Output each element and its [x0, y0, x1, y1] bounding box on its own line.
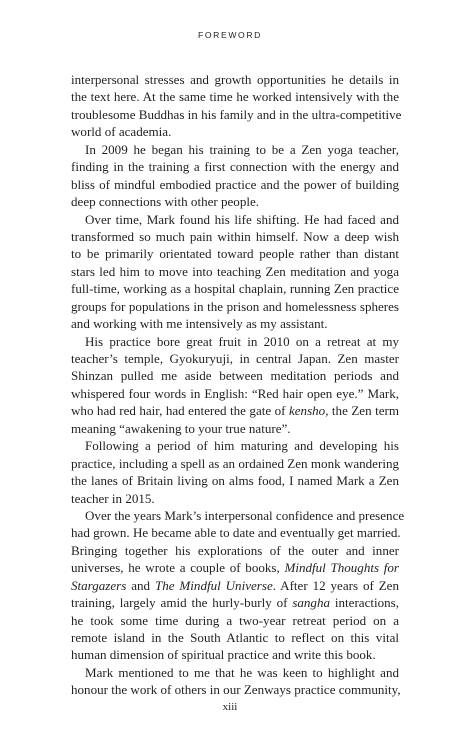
- italic-term: Mindful Thoughts for: [284, 560, 400, 576]
- text-line: transformed so much pain within himself. Now a deep wish: [71, 228, 399, 244]
- text-line: bliss of mindful embodied practice and the power of building: [71, 176, 399, 192]
- text-line: groups for populations in the prison and homelessness spheres: [71, 298, 399, 314]
- italic-term: Stargazers: [71, 577, 127, 593]
- text-line: meaning “awakening to your true nature”.: [71, 420, 291, 436]
- text-line: Mark mentioned to me that he was keen to highlight and: [85, 664, 399, 680]
- text-segment: training, largely amid the hurly-burly of: [71, 595, 293, 611]
- text-line: world of academia.: [71, 124, 172, 140]
- text-line: interpersonal stresses and growth opportunities he details in: [71, 72, 399, 87]
- text-segment: universes, he wrote a couple of books,: [71, 560, 285, 576]
- text-line: troublesome Buddhas in his family and in the ultra-competitive: [71, 106, 402, 122]
- text-line: the lanes of Britain living on alms food, I named Mark a Zen: [71, 473, 399, 489]
- text-segment: . After 12 years of Zen: [272, 577, 399, 593]
- text-line: [71, 594, 399, 611]
- text-line: Bringing together his explorations of the outer and inner: [71, 542, 399, 558]
- text-segment: , the Zen term: [325, 403, 399, 419]
- text-line: His practice bore great fruit in 2010 on a retreat at my: [85, 333, 399, 349]
- text-line: Over time, Mark found his life shifting. He had faced and: [85, 211, 399, 227]
- body-text: [71, 71, 405, 699]
- italic-term: The Mindful Universe: [154, 577, 273, 593]
- text-line: stars led him to move into teaching Zen meditation and yoga: [71, 263, 399, 279]
- text-line: he took some time during a two-year retreat period on a: [71, 612, 399, 628]
- text-line: [71, 402, 399, 419]
- text-segment: and: [126, 577, 155, 593]
- text-segment: interactions,: [330, 595, 400, 611]
- text-line: [71, 559, 399, 576]
- italic-term: kensho: [288, 403, 326, 419]
- text-line: remote island in the South Atlantic to reflect on this vital: [71, 630, 399, 645]
- running-head: FOREWORD: [198, 30, 262, 40]
- text-line: practice, including a spell as an ordained Zen monk wandering: [71, 455, 399, 471]
- text-line: whispered four words in English: “Red hair open eye.” Mark,: [71, 385, 399, 401]
- text-line: full-time, working as a hospital chaplain, running Zen practice: [71, 281, 399, 297]
- text-line: to be primarily orientated toward people rather than distant: [71, 246, 399, 262]
- text-line: Shinzan pulled me aside between meditation periods and: [71, 368, 399, 384]
- text-line: teacher’s temple, Gyokuryuji, in central Japan. Zen master: [71, 351, 399, 366]
- text-line: and working with me intensively as my assistant.: [71, 316, 328, 332]
- page-number: xiii: [222, 701, 238, 713]
- text-line: had grown. He became able to date and eventually get married.: [71, 525, 401, 541]
- text-line: Following a period of him maturing and developing his: [85, 438, 399, 454]
- text-line: teacher in 2015.: [71, 490, 155, 506]
- text-line: Over the years Mark’s interpersonal confidence and presence: [85, 507, 405, 523]
- text-line: deep connections with other people.: [71, 194, 260, 210]
- text-line: honour the work of others in our Zenways practice community,: [71, 682, 401, 698]
- text-line: human dimension of spiritual practice and write this book.: [71, 647, 376, 663]
- text-segment: who had red hair, had entered the gate of: [71, 403, 289, 419]
- italic-term: sangha: [292, 595, 331, 611]
- text-line: [71, 577, 399, 594]
- text-line: finding in the training a first connection with the energy and: [71, 159, 399, 175]
- text-line: In 2009 he began his training to be a Zen yoga teacher,: [85, 141, 399, 157]
- text-line: the text here. At the same time he worked intensively with the: [71, 89, 399, 105]
